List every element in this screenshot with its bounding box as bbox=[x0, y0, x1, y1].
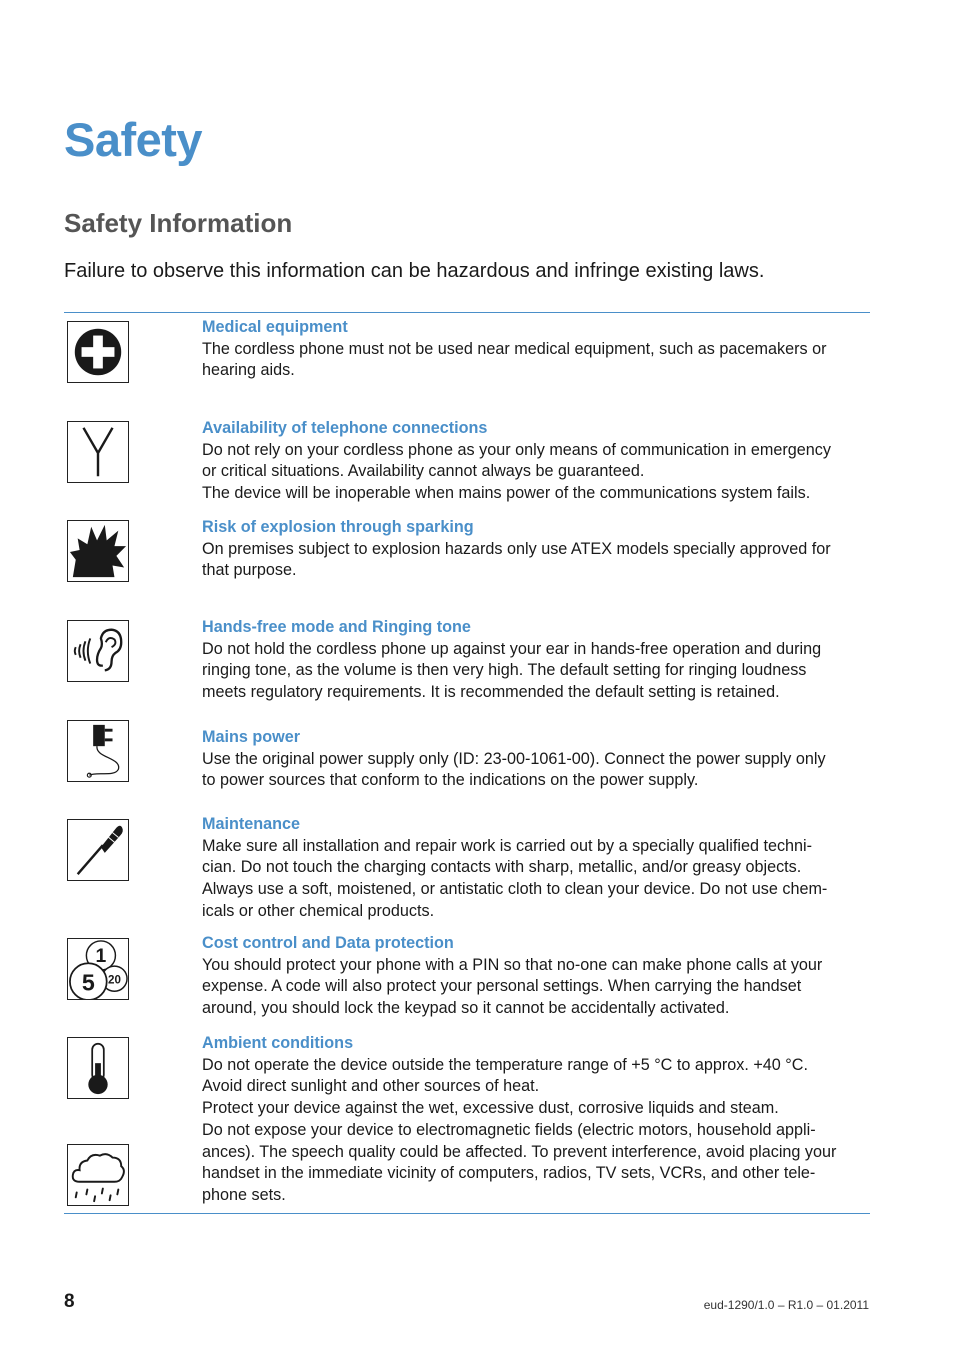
screwdriver-icon bbox=[67, 819, 129, 881]
entry-heading: Mains power bbox=[202, 728, 301, 746]
ear-sound-icon bbox=[67, 620, 129, 682]
entry-heading: Maintenance bbox=[202, 815, 301, 833]
bottom-divider bbox=[64, 1213, 870, 1214]
entry-telephone-connections bbox=[202, 418, 864, 505]
entry-text: ances). The speech quality could be affected. To prevent interference, avoid placing your bbox=[202, 1142, 837, 1161]
entry-text: to power sources that conform to the indications on the power supply. bbox=[202, 771, 699, 790]
entry-mains-power bbox=[202, 727, 864, 792]
entry-explosion-risk bbox=[202, 517, 864, 582]
entry-heading: Ambient conditions bbox=[202, 1034, 354, 1052]
entry-text: cian. Do not touch the charging contacts with sharp, metallic, and/or greasy objects. bbox=[202, 858, 802, 877]
medical-cross-icon bbox=[67, 321, 129, 383]
power-adapter-icon bbox=[67, 720, 129, 782]
entry-text: that purpose. bbox=[202, 561, 297, 580]
entry-text: Use the original power supply only (ID: 23-00-1061-00). Connect the power supply only bbox=[202, 749, 826, 768]
entry-text: On premises subject to explosion hazards only use ATEX models specially approved for bbox=[202, 539, 831, 558]
entry-text: Protect your device against the wet, excessive dust, corrosive liquids and steam. bbox=[202, 1099, 779, 1118]
document-reference: eud-1290/1.0 – R1.0 – 01.2011 bbox=[703, 1298, 869, 1312]
entry-text: hearing aids. bbox=[202, 361, 295, 380]
entry-maintenance bbox=[202, 814, 864, 923]
page-title: Safety bbox=[64, 113, 203, 166]
entry-text: Do not operate the device outside the temperature range of +5 °C to approx. +40 °C. bbox=[202, 1055, 808, 1074]
entry-text: The cordless phone must not be used near medical equipment, such as pacemakers or bbox=[202, 339, 827, 358]
coin-small-label: 20 bbox=[107, 973, 121, 987]
entry-heading: Medical equipment bbox=[202, 318, 348, 336]
antenna-icon bbox=[67, 421, 129, 483]
entry-text: around, you should lock the keypad so it cannot be accidentally activated. bbox=[202, 999, 730, 1018]
section-title: Safety Information bbox=[64, 208, 293, 238]
entry-heading: Hands-free mode and Ringing tone bbox=[202, 618, 471, 636]
entry-text: ringing tone, as the volume is then very high. The default setting for ringing loudness bbox=[202, 661, 807, 680]
entry-heading: Cost control and Data protection bbox=[202, 934, 454, 952]
entry-text: or critical situations. Availability cannot always be guaranteed. bbox=[202, 462, 645, 481]
entry-medical-equipment bbox=[202, 317, 864, 382]
coin-top-label: 1 bbox=[95, 945, 107, 968]
entry-heading: Availability of telephone connections bbox=[202, 419, 488, 437]
rain-cloud-icon bbox=[67, 1144, 129, 1206]
entry-text: phone sets. bbox=[202, 1185, 286, 1204]
entry-text: expense. A code will also protect your personal settings. When carrying the handset bbox=[202, 977, 802, 996]
entry-text: handset in the immediate vicinity of computers, radios, TV sets, VCRs, and other tele- bbox=[202, 1164, 816, 1183]
entry-text: You should protect your phone with a PIN so that no-one can make phone calls at your bbox=[202, 955, 823, 974]
explosion-icon bbox=[67, 520, 129, 582]
entry-text: meets regulatory requirements. It is recommended the default setting is retained. bbox=[202, 683, 780, 702]
entry-text: icals or other chemical products. bbox=[202, 901, 435, 920]
entry-text: Make sure all installation and repair work is carried out by a specially qualified techni- bbox=[202, 836, 813, 855]
page-number: 8 bbox=[64, 1291, 75, 1312]
entry-hands-free bbox=[202, 617, 864, 704]
intro-text: Failure to observe this information can be hazardous and infringe existing laws. bbox=[64, 260, 765, 282]
entry-text: The device will be inoperable when mains power of the communications system fails. bbox=[202, 484, 811, 503]
entry-text: Always use a soft, moistened, or antistatic cloth to clean your device. Do not use chem- bbox=[202, 880, 828, 899]
thermometer-icon bbox=[67, 1037, 129, 1099]
entry-heading: Risk of explosion through sparking bbox=[202, 518, 474, 536]
coins-icon bbox=[67, 938, 129, 1000]
entry-text: Do not hold the cordless phone up against your ear in hands-free operation and during bbox=[202, 639, 822, 658]
top-divider bbox=[64, 312, 870, 313]
coin-main-label: 5 bbox=[81, 969, 95, 996]
entry-cost-control bbox=[202, 933, 864, 1020]
entry-ambient-conditions bbox=[202, 1033, 864, 1207]
entry-text: Avoid direct sunlight and other sources of heat. bbox=[202, 1077, 540, 1096]
entry-text: Do not expose your device to electromagnetic fields (electric motors, household appli- bbox=[202, 1120, 816, 1139]
entry-text: Do not rely on your cordless phone as your only means of communication in emergency bbox=[202, 440, 831, 459]
